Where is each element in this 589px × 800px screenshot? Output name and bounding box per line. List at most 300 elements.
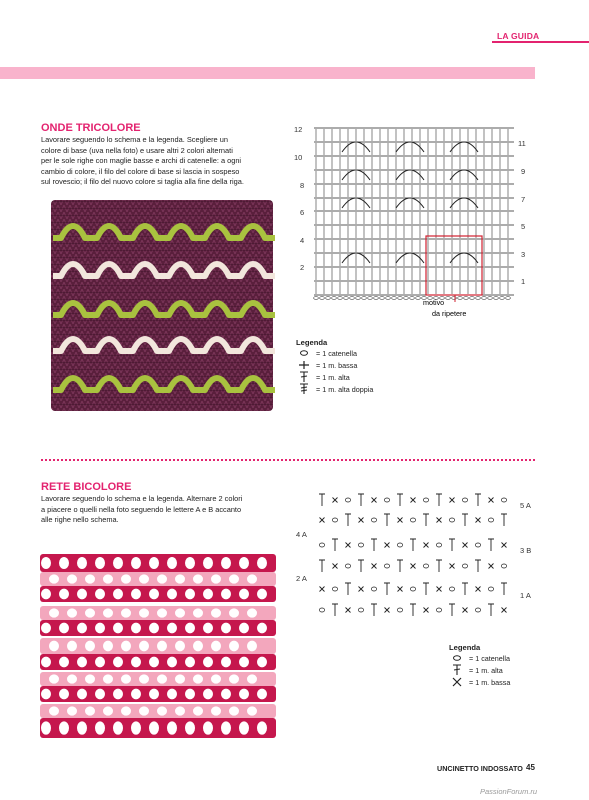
single-crochet-mark: [372, 498, 377, 503]
double-crochet-mark: [410, 539, 416, 551]
row-label: 4: [300, 236, 305, 245]
mesh-hole: [49, 574, 59, 583]
mesh-hole: [103, 574, 113, 583]
chain-mark: [501, 498, 506, 502]
mesh-hole: [77, 689, 87, 700]
single-crochet-mark: [437, 518, 442, 523]
chain-stitch: [386, 297, 391, 300]
single-crochet-mark: [411, 498, 416, 503]
row-label: 2 A: [296, 574, 307, 583]
single-crochet-mark: [502, 608, 507, 613]
pattern1-legend: [296, 338, 373, 395]
mesh-swatch-photo: [36, 548, 280, 746]
legend-item: [296, 359, 373, 371]
mesh-hole: [113, 689, 123, 700]
mesh-hole: [239, 689, 249, 700]
mesh-hole: [221, 557, 231, 569]
mesh-hole: [139, 641, 149, 652]
mesh-hole: [77, 623, 87, 634]
legend-label: = 1 m. alta doppia: [316, 384, 374, 394]
decorative-band: [0, 67, 535, 79]
chain-stitch: [506, 297, 511, 300]
mesh-hole: [139, 706, 149, 715]
double-crochet-mark: [319, 560, 325, 572]
single-crochet-mark: [333, 564, 338, 569]
row-label: 1: [521, 277, 526, 286]
mesh-hole: [149, 689, 159, 700]
mesh-hole: [59, 557, 69, 569]
chain-mark: [449, 587, 454, 591]
mesh-hole: [113, 623, 123, 634]
single-crochet-mark: [424, 543, 429, 548]
single-crochet-mark: [476, 587, 481, 592]
mesh-hole: [185, 689, 195, 700]
double-crochet-mark: [384, 583, 390, 595]
watermark: PassionForum.ru: [480, 787, 538, 796]
pattern1-title: ONDE TRICOLORE: [41, 122, 141, 134]
mesh-hole: [41, 657, 51, 668]
chain-mark: [410, 587, 415, 591]
legend-item: [449, 664, 510, 676]
chain-stitch: [320, 297, 325, 300]
mesh-hole: [203, 589, 213, 600]
chain-mark: [423, 564, 428, 568]
chain-stitch: [338, 297, 343, 300]
mesh-hole: [149, 589, 159, 600]
text-line: Lavorare seguendo lo schema e la legenda. Alternare 2 colori: [41, 494, 243, 503]
chain-mark: [319, 608, 324, 612]
single-crochet-icon: [449, 677, 465, 687]
mesh-hole: [121, 641, 131, 652]
double-crochet-mark: [423, 583, 429, 595]
mesh-hole: [257, 721, 267, 734]
single-crochet-mark: [463, 543, 468, 548]
double-crochet-mark: [358, 560, 364, 572]
chain-mark: [371, 518, 376, 522]
mesh-hole: [41, 689, 51, 700]
mesh-hole: [59, 623, 69, 634]
chain-mark: [423, 498, 428, 502]
single-crochet-mark: [437, 587, 442, 592]
motif-repeat-box: [426, 236, 482, 295]
mesh-hole: [131, 721, 141, 734]
pattern2-instructions: [41, 494, 291, 526]
mesh-hole: [175, 706, 185, 715]
row-label: 4 A: [296, 530, 307, 539]
double-crochet-mark: [371, 539, 377, 551]
mesh-hole: [95, 623, 105, 634]
chain-stitch: [452, 297, 457, 300]
mesh-hole: [229, 641, 239, 652]
chain-stitch: [416, 297, 421, 300]
chain-icon: [296, 349, 312, 357]
mesh-hole: [41, 589, 51, 600]
chain-mark: [462, 498, 467, 502]
mesh-hole: [203, 657, 213, 668]
legend-title: Legenda: [296, 338, 328, 347]
mesh-hole: [77, 557, 87, 569]
mesh-hole: [121, 674, 131, 683]
mesh-hole: [193, 706, 203, 715]
mesh-hole: [167, 689, 177, 700]
chain-mark: [475, 608, 480, 612]
mesh-hole: [229, 608, 239, 617]
mesh-hole: [221, 589, 231, 600]
mesh-hole: [167, 657, 177, 668]
mesh-hole: [229, 674, 239, 683]
chain-mark: [371, 587, 376, 591]
double-crochet-mark: [423, 514, 429, 526]
mesh-hole: [167, 623, 177, 634]
mesh-hole: [221, 623, 231, 634]
mesh-hole: [157, 608, 167, 617]
chain-mark: [397, 543, 402, 547]
double-crochet-mark: [488, 604, 494, 616]
mesh-hole: [85, 608, 95, 617]
mesh-hole: [49, 706, 59, 715]
mesh-hole: [157, 574, 167, 583]
chain-mark: [332, 518, 337, 522]
mesh-hole: [49, 608, 59, 617]
chain-mark: [358, 608, 363, 612]
single-crochet-mark: [346, 543, 351, 548]
single-crochet-mark: [424, 608, 429, 613]
mesh-hole: [67, 574, 77, 583]
double-crochet-mark: [358, 494, 364, 506]
text-line: sul rovescio; il filo del nuovo colore si taglia alla fine della riga.: [41, 177, 244, 186]
legend-label: = 1 m. alta: [469, 665, 503, 675]
mesh-hole: [203, 721, 213, 734]
mesh-hole: [167, 721, 177, 734]
legend-label: = 1 m. alta: [316, 372, 350, 382]
mesh-hole: [229, 706, 239, 715]
mesh-hole: [103, 674, 113, 683]
mesh-hole: [131, 557, 141, 569]
pattern1-instructions: [41, 135, 286, 188]
mesh-hole: [85, 574, 95, 583]
mesh-hole: [77, 657, 87, 668]
mesh-hole: [221, 657, 231, 668]
wave-swatch-photo: [49, 198, 275, 413]
mesh-hole: [175, 574, 185, 583]
mesh-hole: [239, 721, 249, 734]
mesh-hole: [59, 589, 69, 600]
single-crochet-mark: [385, 608, 390, 613]
mesh-hole: [185, 721, 195, 734]
mesh-hole: [95, 557, 105, 569]
double-crochet-mark: [345, 514, 351, 526]
double-crochet-mark: [436, 560, 442, 572]
chain-stitch: [470, 297, 475, 300]
double-crochet-mark: [332, 539, 338, 551]
mesh-hole: [211, 574, 221, 583]
row-label: 5 A: [520, 501, 531, 510]
chart-grid: [314, 128, 514, 300]
section-divider: [41, 459, 535, 461]
text-line: cambio di colore, il filo del colore di base si lascia in sospeso: [41, 166, 240, 176]
mesh-hole: [121, 608, 131, 617]
mesh-hole: [193, 574, 203, 583]
mesh-hole: [239, 623, 249, 634]
single-crochet-icon: [296, 360, 312, 370]
single-crochet-mark: [359, 587, 364, 592]
chain-stitch: [458, 297, 463, 300]
double-crochet-mark: [319, 494, 325, 506]
mesh-hole: [113, 557, 123, 569]
mesh-hole: [121, 706, 131, 715]
pattern2-title: RETE BICOLORE: [41, 481, 132, 493]
chain-stitch: [380, 297, 385, 300]
mesh-hole: [149, 657, 159, 668]
legend-label: = 1 catenella: [316, 348, 357, 358]
mesh-rows: [40, 554, 276, 738]
double-crochet-mark: [410, 604, 416, 616]
chain-stitch: [494, 297, 499, 300]
row-label: 9: [521, 167, 526, 176]
chain-mark: [384, 564, 389, 568]
chain-stitch: [374, 297, 379, 300]
legend-item: [296, 383, 373, 395]
mesh-hole: [67, 706, 77, 715]
pattern2-chart: [294, 488, 544, 618]
pattern2-legend: [449, 643, 510, 688]
double-crochet-mark: [345, 583, 351, 595]
motif-label: da ripetere: [432, 309, 467, 318]
legend-item: [449, 652, 510, 664]
pattern1-chart: [292, 120, 532, 320]
chain-arch: [450, 253, 478, 263]
row-label: 7: [521, 195, 526, 204]
mesh-hole: [239, 589, 249, 600]
single-crochet-mark: [450, 564, 455, 569]
chain-stitch: [446, 297, 451, 300]
mesh-hole: [203, 557, 213, 569]
mesh-hole: [175, 674, 185, 683]
double-crochet-mark: [449, 604, 455, 616]
mesh-hole: [103, 641, 113, 652]
chain-mark: [345, 498, 350, 502]
mesh-hole: [113, 657, 123, 668]
chain-mark: [436, 608, 441, 612]
single-crochet-mark: [333, 498, 338, 503]
mesh-hole: [247, 706, 257, 715]
chain-stitch: [362, 297, 367, 300]
chain-arch: [450, 142, 478, 152]
row-label: 10: [294, 153, 303, 162]
chain-mark: [345, 564, 350, 568]
chain-mark: [397, 608, 402, 612]
chain-stitch: [344, 297, 349, 300]
double-crochet-mark: [371, 604, 377, 616]
double-crochet-mark: [501, 583, 507, 595]
mesh-hole: [167, 589, 177, 600]
magazine-name: UNCINETTO INDOSSATO: [437, 764, 523, 773]
mesh-hole: [131, 623, 141, 634]
mesh-hole: [257, 623, 267, 634]
mesh-hole: [193, 608, 203, 617]
legend-item: [296, 347, 373, 359]
mesh-hole: [203, 689, 213, 700]
mesh-hole: [41, 623, 51, 634]
mesh-hole: [41, 557, 51, 569]
chain-mark: [488, 587, 493, 591]
chain-mark: [436, 543, 441, 547]
mesh-hole: [185, 589, 195, 600]
text-line: per le sole righe con maglie basse e archi di catenelle: a ogni: [41, 156, 242, 165]
chain-stitch: [410, 297, 415, 300]
chain-mark: [501, 564, 506, 568]
mesh-hole: [185, 657, 195, 668]
mesh-hole: [67, 641, 77, 652]
mesh-hole: [185, 557, 195, 569]
chain-stitch: [350, 297, 355, 300]
mesh-hole: [239, 657, 249, 668]
row-label: 2: [300, 263, 305, 272]
single-crochet-mark: [372, 564, 377, 569]
single-crochet-mark: [502, 543, 507, 548]
chain-mark: [410, 518, 415, 522]
mesh-hole: [59, 721, 69, 734]
text-line: alle righe nello schema.: [41, 515, 119, 524]
chain-mark: [332, 587, 337, 591]
mesh-hole: [77, 589, 87, 600]
mesh-hole: [103, 706, 113, 715]
mesh-hole: [157, 641, 167, 652]
double-crochet-mark: [332, 604, 338, 616]
mesh-hole: [257, 589, 267, 600]
chain-stitch: [368, 297, 373, 300]
chain-stitch: [326, 297, 331, 300]
section-tag: LA GUIDA: [497, 31, 540, 41]
mesh-hole: [211, 674, 221, 683]
legend-label: = 1 m. bassa: [316, 360, 358, 370]
mesh-hole: [67, 674, 77, 683]
chain-stitch: [500, 297, 505, 300]
mesh-hole: [175, 641, 185, 652]
row-label: 6: [300, 208, 305, 217]
mesh-hole: [49, 674, 59, 683]
row-label: 8: [300, 181, 305, 190]
double-crochet-mark: [475, 560, 481, 572]
mesh-hole: [95, 657, 105, 668]
text-line: a piacere o quelli nella foto seguendo le lettere A e B accanto: [41, 504, 242, 514]
row-label: 3: [521, 250, 526, 259]
chain-mark: [449, 518, 454, 522]
chain-stitch: [332, 297, 337, 300]
mesh-hole: [167, 557, 177, 569]
single-crochet-mark: [476, 518, 481, 523]
mesh-hole: [149, 721, 159, 734]
chain-icon: [449, 654, 465, 662]
mesh-hole: [139, 574, 149, 583]
chain-mark: [488, 518, 493, 522]
mesh-hole: [221, 689, 231, 700]
mesh-hole: [113, 589, 123, 600]
mesh-hole: [139, 608, 149, 617]
double-crochet-mark: [384, 514, 390, 526]
mesh-hole: [257, 689, 267, 700]
double-crochet-mark: [462, 583, 468, 595]
single-crochet-mark: [450, 498, 455, 503]
single-crochet-mark: [320, 518, 325, 523]
chain-mark: [319, 543, 324, 547]
mesh-hole: [59, 689, 69, 700]
single-crochet-mark: [463, 608, 468, 613]
mesh-hole: [49, 641, 59, 652]
double-crochet-mark: [488, 539, 494, 551]
text-line: colore di base (uva nella foto) e usare altri 2 colori alternati: [41, 145, 233, 155]
chain-stitch: [464, 297, 469, 300]
mesh-hole: [257, 557, 267, 569]
chain-stitch: [398, 297, 403, 300]
row-label: 3 B: [520, 546, 532, 555]
mesh-hole: [85, 674, 95, 683]
single-crochet-mark: [398, 587, 403, 592]
mesh-hole: [257, 657, 267, 668]
single-crochet-mark: [489, 564, 494, 569]
chain-mark: [358, 543, 363, 547]
double-crochet-mark: [436, 494, 442, 506]
chain-stitch: [392, 297, 397, 300]
text-line: Lavorare seguendo lo schema e la legenda. Scegliere un: [41, 135, 228, 144]
mesh-hole: [203, 623, 213, 634]
chain-stitch: [488, 297, 493, 300]
chain-stitch: [404, 297, 409, 300]
mesh-hole: [185, 623, 195, 634]
mesh-hole: [59, 657, 69, 668]
chain-stitch: [314, 297, 319, 300]
mesh-hole: [193, 641, 203, 652]
mesh-hole: [95, 721, 105, 734]
legend-item: [449, 676, 510, 688]
double-crochet-mark: [462, 514, 468, 526]
mesh-hole: [247, 608, 257, 617]
double-crochet-mark: [397, 560, 403, 572]
mesh-hole: [77, 721, 87, 734]
mesh-hole: [131, 689, 141, 700]
row-label: 12: [294, 125, 303, 134]
single-crochet-mark: [398, 518, 403, 523]
mesh-hole: [113, 721, 123, 734]
chain-arch: [450, 170, 478, 180]
mesh-hole: [193, 674, 203, 683]
mesh-hole: [149, 557, 159, 569]
double-crochet-icon: [449, 664, 465, 676]
single-crochet-mark: [320, 587, 325, 592]
single-crochet-mark: [411, 564, 416, 569]
mesh-hole: [229, 574, 239, 583]
mesh-hole: [149, 623, 159, 634]
mesh-hole: [247, 641, 257, 652]
mesh-hole: [103, 608, 113, 617]
mesh-hole: [131, 657, 141, 668]
legend-title: Legenda: [449, 643, 481, 652]
mesh-hole: [211, 706, 221, 715]
page-number: 45: [526, 763, 535, 772]
motif-label: motivo: [423, 298, 445, 307]
mesh-hole: [85, 706, 95, 715]
mesh-hole: [239, 557, 249, 569]
chain-arch: [450, 198, 478, 208]
chain-stitch: [482, 297, 487, 300]
row-label: 11: [518, 139, 526, 148]
mesh-hole: [95, 689, 105, 700]
mesh-hole: [131, 589, 141, 600]
chain-mark: [475, 543, 480, 547]
double-crochet-mark: [501, 514, 507, 526]
mesh-hole: [211, 608, 221, 617]
double-crochet-mark: [475, 494, 481, 506]
